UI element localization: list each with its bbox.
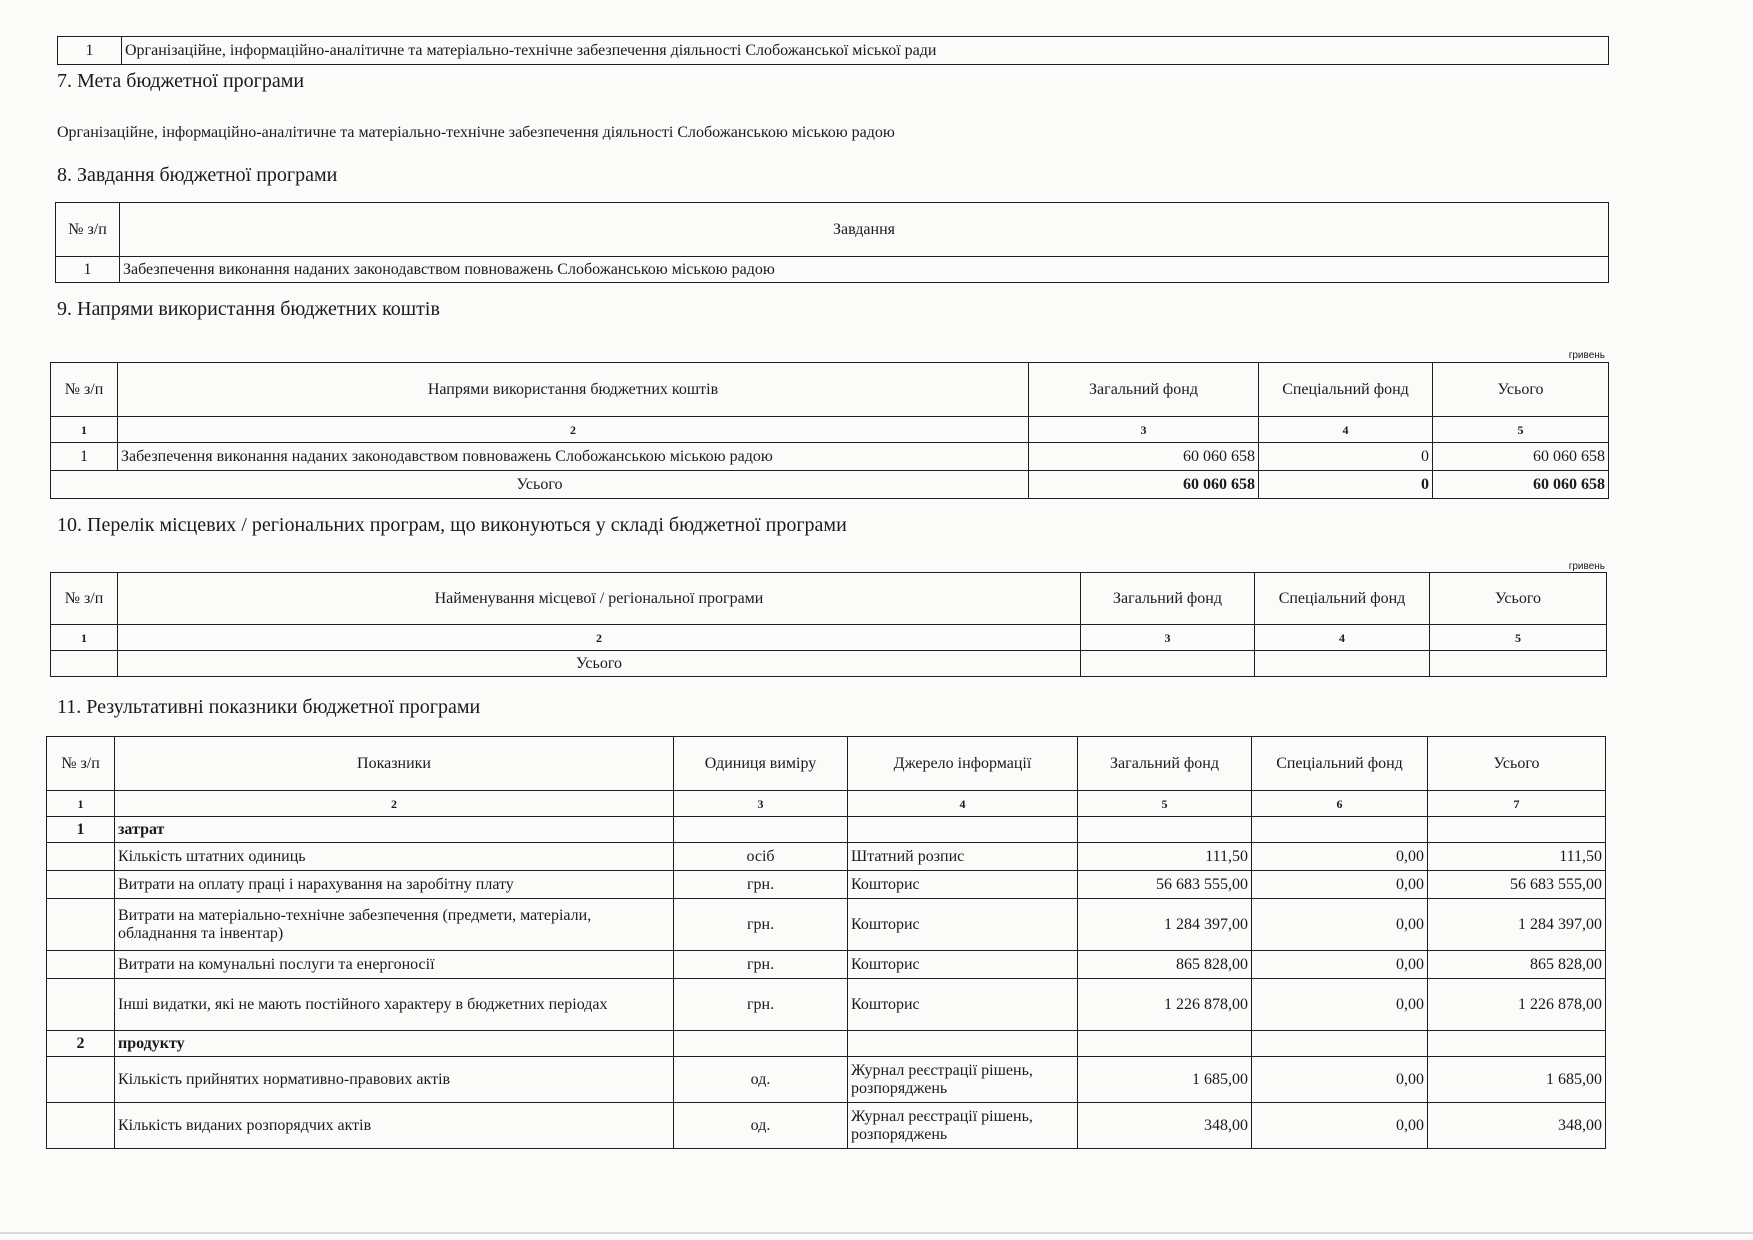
row-unit: грн. [674, 951, 848, 979]
row-special-fund: 0,00 [1252, 843, 1428, 871]
table-row [51, 443, 1609, 471]
row-text: Організаційне, інформаційно-аналітичне та матеріально-технічне забезпечення діяльності Слобожанської міської ради [122, 37, 1609, 65]
col-num: 3 [1081, 625, 1255, 651]
unit-label: гривень [1568, 561, 1605, 572]
row-general-fund: 56 683 555,00 [1078, 871, 1252, 899]
col-num: 2 [115, 791, 674, 817]
table-row [56, 257, 1609, 283]
col-num: 1 [47, 791, 115, 817]
header-indicator: Показники [115, 737, 674, 791]
performance-indicators-table [46, 736, 1606, 1149]
header-special-fund: Спеціальний фонд [1252, 737, 1428, 791]
col-num: 5 [1078, 791, 1252, 817]
row-source: Журнал реєстрації рішень, розпоряджень [848, 1103, 1078, 1149]
table-row [47, 1103, 1606, 1149]
row-general-fund: 1 226 878,00 [1078, 979, 1252, 1031]
header-row [47, 737, 1606, 791]
header-special-fund: Спеціальний фонд [1259, 363, 1433, 417]
page-edge [0, 1232, 1753, 1234]
section-9-title: 9. Напрями використання бюджетних коштів [57, 298, 440, 320]
header-task: Завдання [120, 203, 1609, 257]
row-source: Штатний розпис [848, 843, 1078, 871]
col-num: 1 [51, 625, 118, 651]
row-special-fund: 0 [1259, 443, 1433, 471]
row-indicator: Інші видатки, які не мають постійного характеру в бюджетних періодах [115, 979, 674, 1031]
col-num: 6 [1252, 791, 1428, 817]
col-num: 3 [674, 791, 848, 817]
row-general-fund: 1 284 397,00 [1078, 899, 1252, 951]
row-general-fund: 865 828,00 [1078, 951, 1252, 979]
header-num: № з/п [56, 203, 120, 257]
header-num: № з/п [51, 573, 118, 625]
tasks-table [55, 202, 1609, 283]
row-total: 1 226 878,00 [1428, 979, 1606, 1031]
total-label: Усього [118, 651, 1081, 677]
local-programs-table [50, 572, 1607, 677]
total-total: 60 060 658 [1433, 471, 1609, 499]
row-special-fund: 0,00 [1252, 871, 1428, 899]
col-num: 4 [1255, 625, 1430, 651]
row-general-fund: 60 060 658 [1029, 443, 1259, 471]
table-row [47, 951, 1606, 979]
row-direction: Забезпечення виконання наданих законодавством повноважень Слобожанською міською радою [118, 443, 1029, 471]
row-total: 1 685,00 [1428, 1057, 1606, 1103]
section-7-text: Організаційне, інформаційно-аналітичне та матеріально-технічне забезпечення діяльності Слобожанською міською радою [57, 124, 895, 141]
row-total: 1 284 397,00 [1428, 899, 1606, 951]
row-unit: од. [674, 1057, 848, 1103]
header-row [51, 573, 1607, 625]
row-indicator: Кількість штатних одиниць [115, 843, 674, 871]
row-special-fund: 0,00 [1252, 979, 1428, 1031]
row-num: 1 [56, 257, 120, 283]
row-number: 1 [58, 37, 122, 65]
col-num: 7 [1428, 791, 1606, 817]
col-num: 5 [1430, 625, 1607, 651]
section-10-title: 10. Перелік місцевих / регіональних програм, що виконуються у складі бюджетної програми [57, 514, 847, 536]
row-special-fund: 0,00 [1252, 1103, 1428, 1149]
col-num: 4 [1259, 417, 1433, 443]
column-number-row [51, 417, 1609, 443]
table-row [47, 1057, 1606, 1103]
row-unit: грн. [674, 979, 848, 1031]
total-num [51, 651, 118, 677]
row-unit: осіб [674, 843, 848, 871]
section-11-title: 11. Результативні показники бюджетної програми [57, 696, 481, 718]
header-unit: Одиниця виміру [674, 737, 848, 791]
header-total: Усього [1433, 363, 1609, 417]
header-general-fund: Загальний фонд [1078, 737, 1252, 791]
row-total: 60 060 658 [1433, 443, 1609, 471]
header-total: Усього [1428, 737, 1606, 791]
col-num: 5 [1433, 417, 1609, 443]
col-num: 2 [118, 625, 1081, 651]
row-source: Кошторис [848, 951, 1078, 979]
row-unit: грн. [674, 871, 848, 899]
header-total: Усього [1430, 573, 1607, 625]
row-general-fund: 111,50 [1078, 843, 1252, 871]
header-row [56, 203, 1609, 257]
group-name: продукту [115, 1031, 674, 1057]
row-indicator: Витрати на матеріально-технічне забезпечення (предмети, матеріали, обладнання та інвентар) [115, 899, 674, 951]
row-total: 348,00 [1428, 1103, 1606, 1149]
section-8-title: 8. Завдання бюджетної програми [57, 164, 338, 186]
total-general-fund [1081, 651, 1255, 677]
directions-table [50, 362, 1609, 499]
header-name: Найменування місцевої / регіональної програми [118, 573, 1081, 625]
row-source: Кошторис [848, 979, 1078, 1031]
header-special-fund: Спеціальний фонд [1255, 573, 1430, 625]
row-indicator: Кількість виданих розпорядчих актів [115, 1103, 674, 1149]
col-num: 1 [51, 417, 118, 443]
table-row [47, 979, 1606, 1031]
column-number-row [51, 625, 1607, 651]
group-num: 1 [47, 817, 115, 843]
row-task: Забезпечення виконання наданих законодавством повноважень Слобожанською міською радою [120, 257, 1609, 283]
group-row [47, 1031, 1606, 1057]
header-source: Джерело інформації [848, 737, 1078, 791]
col-num: 3 [1029, 417, 1259, 443]
column-number-row [47, 791, 1606, 817]
unit-label: гривень [1568, 350, 1605, 361]
row-source: Кошторис [848, 871, 1078, 899]
row-general-fund: 1 685,00 [1078, 1057, 1252, 1103]
total-total [1430, 651, 1607, 677]
header-general-fund: Загальний фонд [1081, 573, 1255, 625]
total-general-fund: 60 060 658 [1029, 471, 1259, 499]
row-total: 56 683 555,00 [1428, 871, 1606, 899]
row-special-fund: 0,00 [1252, 899, 1428, 951]
table-row [47, 871, 1606, 899]
row-source: Журнал реєстрації рішень, розпоряджень [848, 1057, 1078, 1103]
header-row [51, 363, 1609, 417]
header-direction: Напрями використання бюджетних коштів [118, 363, 1029, 417]
table-row [47, 899, 1606, 951]
row-special-fund: 0,00 [1252, 1057, 1428, 1103]
row-indicator: Витрати на оплату праці і нарахування на заробітну плату [115, 871, 674, 899]
row-total: 865 828,00 [1428, 951, 1606, 979]
section-7-title: 7. Мета бюджетної програми [57, 70, 305, 92]
row-source: Кошторис [848, 899, 1078, 951]
group-num: 2 [47, 1031, 115, 1057]
header-num: № з/п [51, 363, 118, 417]
total-special-fund [1255, 651, 1430, 677]
total-row [51, 651, 1607, 677]
total-row [51, 471, 1609, 499]
header-general-fund: Загальний фонд [1029, 363, 1259, 417]
col-num: 2 [118, 417, 1029, 443]
group-row [47, 817, 1606, 843]
row-special-fund: 0,00 [1252, 951, 1428, 979]
header-num: № з/п [47, 737, 115, 791]
total-special-fund: 0 [1259, 471, 1433, 499]
table-row [47, 843, 1606, 871]
row-unit: грн. [674, 899, 848, 951]
col-num: 4 [848, 791, 1078, 817]
row-indicator: Витрати на комунальні послуги та енергоносії [115, 951, 674, 979]
row-general-fund: 348,00 [1078, 1103, 1252, 1149]
program-row-table [57, 36, 1609, 65]
group-name: затрат [115, 817, 674, 843]
row-unit: од. [674, 1103, 848, 1149]
row-indicator: Кількість прийнятих нормативно-правових актів [115, 1057, 674, 1103]
row-num: 1 [51, 443, 118, 471]
row-total: 111,50 [1428, 843, 1606, 871]
total-label: Усього [51, 471, 1029, 499]
